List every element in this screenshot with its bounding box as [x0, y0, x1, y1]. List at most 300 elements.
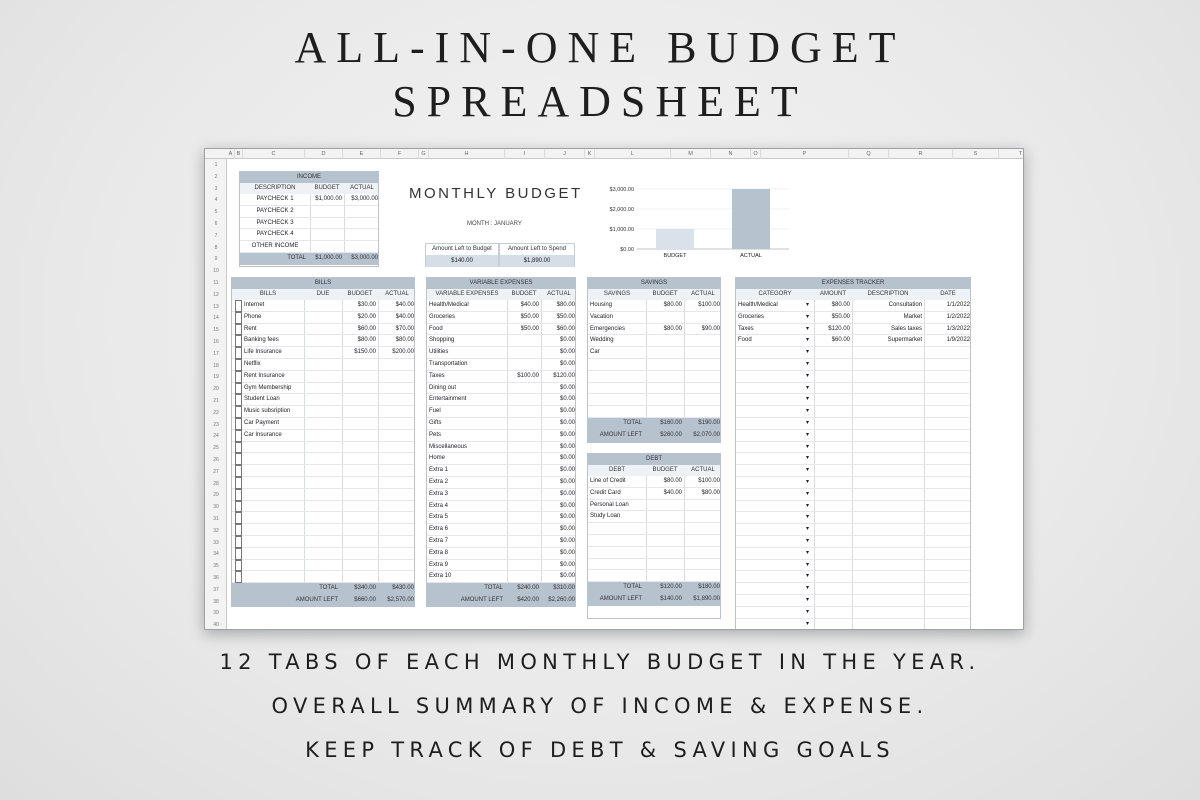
tracker-cell-category[interactable]	[738, 359, 812, 371]
debt-row[interactable]	[588, 488, 720, 500]
variable-cell-variable-expenses[interactable]: Home	[429, 455, 446, 462]
income-cell-actual[interactable]	[346, 241, 378, 253]
bills-cell-due[interactable]	[306, 406, 340, 418]
bills-cell-budget[interactable]: $30.00	[357, 302, 376, 308]
row-header-7[interactable]: 7	[214, 232, 218, 239]
tracker-cell-category[interactable]	[738, 418, 812, 430]
bills-cell-budget[interactable]	[344, 442, 376, 454]
category-dropdown-icon[interactable]: ▾	[806, 325, 810, 332]
tracker-cell-date[interactable]	[926, 418, 970, 430]
bills-cell-due[interactable]	[306, 524, 340, 536]
tracker-cell-amount[interactable]	[816, 571, 850, 583]
bills-row[interactable]	[232, 442, 414, 454]
row-header-22[interactable]: 22	[213, 409, 219, 416]
category-dropdown-icon[interactable]: ▾	[806, 337, 810, 344]
debt-cell-budget[interactable]	[648, 547, 682, 559]
savings-cell-savings[interactable]	[590, 383, 644, 395]
bills-cell-actual[interactable]	[380, 371, 414, 383]
savings-cell-actual[interactable]	[686, 359, 720, 371]
variable-cell-budget[interactable]	[509, 406, 539, 418]
tracker-cell-description[interactable]	[854, 489, 922, 501]
bills-cell-actual[interactable]	[380, 453, 414, 465]
bills-cell-budget[interactable]	[344, 571, 376, 583]
tracker-cell-description[interactable]: Sales taxes	[890, 325, 922, 332]
variable-cell-budget[interactable]: $40.00	[520, 302, 539, 308]
variable-cell-actual[interactable]: $0.00	[559, 538, 575, 544]
variable-cell-variable-expenses[interactable]: Pets	[429, 431, 442, 438]
savings-cell-actual[interactable]	[686, 371, 720, 383]
variable-row[interactable]	[427, 536, 575, 548]
savings-cell-actual[interactable]: $100.00	[698, 302, 720, 308]
variable-cell-budget[interactable]	[509, 418, 539, 430]
tracker-cell-description[interactable]	[854, 501, 922, 513]
bills-row[interactable]	[232, 489, 414, 501]
savings-row[interactable]	[588, 324, 720, 336]
bills-cell-actual[interactable]	[380, 394, 414, 406]
month-value[interactable]: JANUARY	[494, 221, 522, 227]
bills-cell-due[interactable]	[306, 335, 340, 347]
savings-row[interactable]	[588, 359, 720, 371]
bills-cell-budget[interactable]	[344, 465, 376, 477]
row-header-29[interactable]: 29	[213, 492, 219, 499]
debt-row[interactable]	[588, 570, 720, 582]
variable-cell-actual[interactable]: $0.00	[559, 526, 575, 533]
tracker-cell-amount[interactable]	[816, 489, 850, 501]
variable-cell-budget[interactable]	[509, 383, 539, 395]
tracker-cell-description[interactable]	[854, 536, 922, 548]
bills-row[interactable]	[232, 324, 414, 336]
income-cell-description[interactable]: PAYCHECK 3	[256, 219, 294, 226]
bill-paid-checkbox[interactable]	[235, 536, 242, 548]
variable-row[interactable]	[427, 300, 575, 312]
bills-cell-due[interactable]	[306, 548, 340, 560]
savings-cell-budget[interactable]	[648, 371, 682, 383]
income-cell-budget[interactable]	[312, 218, 342, 230]
column-header-t[interactable]: T	[999, 149, 1024, 159]
debt-cell-debt[interactable]	[590, 559, 644, 571]
bills-cell-due[interactable]	[306, 312, 340, 324]
bills-row[interactable]	[232, 548, 414, 560]
column-header-g[interactable]: G	[419, 149, 429, 159]
income-cell-actual[interactable]	[346, 218, 378, 230]
column-header-a[interactable]: A	[227, 149, 235, 159]
tracker-cell-description[interactable]	[854, 430, 922, 442]
variable-cell-budget[interactable]	[509, 442, 539, 454]
bills-cell-budget[interactable]	[344, 560, 376, 572]
debt-cell-budget[interactable]	[648, 500, 682, 512]
variable-cell-budget[interactable]	[509, 453, 539, 465]
tracker-cell-category[interactable]	[738, 347, 812, 359]
bills-cell-bills[interactable]: Rent Insurance	[244, 372, 285, 379]
bills-cell-due[interactable]	[306, 465, 340, 477]
bills-cell-bills[interactable]: Banking fees	[244, 337, 279, 344]
bills-cell-budget[interactable]	[344, 548, 376, 560]
bills-cell-actual[interactable]: $40.00	[395, 313, 414, 320]
debt-row[interactable]	[588, 476, 720, 488]
variable-cell-budget[interactable]	[509, 394, 539, 406]
variable-cell-actual[interactable]: $0.00	[559, 490, 575, 497]
variable-cell-actual[interactable]: $0.00	[559, 349, 575, 356]
row-header-40[interactable]: 40	[213, 622, 219, 629]
income-cell-actual[interactable]: $3,000.00	[351, 196, 378, 202]
bill-paid-checkbox[interactable]	[235, 512, 242, 524]
tracker-row[interactable]	[736, 430, 970, 442]
row-header-19[interactable]: 19	[213, 374, 219, 381]
debt-row[interactable]	[588, 500, 720, 512]
debt-cell-actual[interactable]	[686, 511, 720, 523]
tracker-row[interactable]	[736, 595, 970, 607]
bills-cell-actual[interactable]	[380, 536, 414, 548]
bills-cell-actual[interactable]	[380, 406, 414, 418]
bills-cell-due[interactable]	[306, 394, 340, 406]
bills-cell-budget[interactable]	[344, 394, 376, 406]
variable-cell-budget[interactable]	[509, 430, 539, 442]
category-dropdown-icon[interactable]: ▾	[806, 431, 810, 438]
row-headers[interactable]	[205, 159, 227, 630]
variable-row[interactable]	[427, 560, 575, 572]
variable-cell-actual[interactable]: $50.00	[556, 313, 575, 320]
variable-cell-actual[interactable]: $0.00	[559, 443, 575, 450]
category-dropdown-icon[interactable]: ▾	[806, 302, 810, 308]
row-header-32[interactable]: 32	[213, 527, 219, 534]
savings-cell-actual[interactable]: $90.00	[701, 325, 720, 332]
bills-cell-bills[interactable]	[244, 524, 312, 536]
variable-cell-variable-expenses[interactable]: Taxes	[429, 372, 445, 379]
bills-row[interactable]	[232, 536, 414, 548]
tracker-cell-date[interactable]	[926, 465, 970, 477]
variable-cell-variable-expenses[interactable]: Extra 10	[429, 573, 452, 580]
bills-cell-due[interactable]	[306, 571, 340, 583]
variable-cell-variable-expenses[interactable]: Extra 7	[429, 538, 449, 544]
variable-cell-actual[interactable]: $0.00	[559, 431, 575, 438]
variable-row[interactable]	[427, 442, 575, 454]
bills-cell-budget[interactable]: $20.00	[357, 313, 376, 320]
variable-cell-actual[interactable]: $0.00	[559, 337, 575, 344]
savings-cell-actual[interactable]	[686, 394, 720, 406]
bills-cell-due[interactable]	[306, 359, 340, 371]
variable-row[interactable]	[427, 335, 575, 347]
bills-cell-budget[interactable]: $60.00	[357, 325, 376, 332]
tracker-cell-category[interactable]	[738, 595, 812, 607]
tracker-cell-amount[interactable]	[816, 583, 850, 595]
debt-cell-debt[interactable]: Study Loan	[590, 513, 621, 520]
debt-cell-actual[interactable]	[686, 523, 720, 535]
variable-cell-variable-expenses[interactable]: Miscellaneous	[429, 443, 468, 450]
tracker-row[interactable]	[736, 477, 970, 489]
tracker-cell-amount[interactable]: $60.00	[831, 337, 850, 344]
variable-cell-budget[interactable]: $50.00	[520, 325, 539, 332]
variable-cell-variable-expenses[interactable]: Gifts	[429, 420, 442, 426]
tracker-cell-description[interactable]	[854, 347, 922, 359]
bills-cell-actual[interactable]	[380, 560, 414, 572]
variable-cell-budget[interactable]	[509, 489, 539, 501]
income-cell-budget[interactable]: $1,000.00	[315, 196, 342, 202]
column-header-e[interactable]: E	[343, 149, 381, 159]
column-header-m[interactable]: M	[671, 149, 711, 159]
tracker-cell-category[interactable]	[738, 453, 812, 465]
tracker-cell-date[interactable]	[926, 406, 970, 418]
bills-cell-bills[interactable]	[244, 560, 312, 572]
bills-cell-actual[interactable]	[380, 477, 414, 489]
tracker-cell-description[interactable]	[854, 418, 922, 430]
savings-cell-actual[interactable]	[686, 312, 720, 324]
bill-paid-checkbox[interactable]	[235, 406, 242, 418]
bills-cell-bills[interactable]: Gym Membership	[244, 384, 292, 391]
bills-cell-actual[interactable]	[380, 442, 414, 454]
bills-cell-budget[interactable]: $80.00	[357, 337, 376, 344]
category-dropdown-icon[interactable]: ▾	[806, 490, 810, 497]
bill-paid-checkbox[interactable]	[235, 312, 242, 324]
tracker-cell-category[interactable]	[738, 571, 812, 583]
tracker-cell-description[interactable]	[854, 607, 922, 619]
tracker-cell-category[interactable]	[738, 477, 812, 489]
tracker-cell-description[interactable]: Consultation	[888, 302, 922, 308]
bill-paid-checkbox[interactable]	[235, 453, 242, 465]
bills-cell-actual[interactable]	[380, 501, 414, 513]
income-cell-budget[interactable]	[312, 229, 342, 241]
tracker-cell-description[interactable]	[854, 371, 922, 383]
bills-cell-actual[interactable]: $80.00	[395, 337, 414, 344]
savings-cell-savings[interactable]	[590, 359, 644, 371]
tracker-cell-amount[interactable]	[816, 359, 850, 371]
debt-row[interactable]	[588, 511, 720, 523]
savings-cell-budget[interactable]	[648, 335, 682, 347]
tracker-cell-amount[interactable]	[816, 394, 850, 406]
category-dropdown-icon[interactable]: ▾	[806, 455, 810, 462]
tracker-cell-date[interactable]	[926, 571, 970, 583]
variable-cell-actual[interactable]: $0.00	[559, 361, 575, 367]
bills-cell-actual[interactable]	[380, 489, 414, 501]
tracker-cell-category[interactable]: Groceries	[738, 313, 765, 320]
column-header-s[interactable]: S	[953, 149, 999, 159]
bill-paid-checkbox[interactable]	[235, 465, 242, 477]
savings-cell-savings[interactable]: Housing	[590, 302, 613, 308]
variable-row[interactable]	[427, 406, 575, 418]
variable-cell-budget[interactable]	[509, 477, 539, 489]
tracker-cell-category[interactable]	[738, 512, 812, 524]
savings-row[interactable]	[588, 347, 720, 359]
income-cell-budget[interactable]	[312, 241, 342, 253]
debt-cell-actual[interactable]	[686, 500, 720, 512]
bill-paid-checkbox[interactable]	[235, 560, 242, 572]
tracker-cell-amount[interactable]	[816, 595, 850, 607]
bills-cell-actual[interactable]: $40.00	[395, 302, 414, 308]
tracker-cell-amount[interactable]: $50.00	[831, 313, 850, 320]
bills-cell-due[interactable]	[306, 442, 340, 454]
variable-cell-variable-expenses[interactable]: Utilities	[429, 349, 449, 356]
row-header-26[interactable]: 26	[213, 457, 219, 463]
bills-cell-budget[interactable]	[344, 477, 376, 489]
category-dropdown-icon[interactable]: ▾	[806, 608, 810, 615]
debt-cell-budget[interactable]: $80.00	[663, 478, 682, 484]
category-dropdown-icon[interactable]: ▾	[806, 620, 810, 627]
debt-cell-actual[interactable]	[686, 559, 720, 571]
row-header-38[interactable]: 38	[213, 598, 219, 605]
tracker-row[interactable]	[736, 619, 970, 630]
tracker-cell-description[interactable]	[854, 571, 922, 583]
variable-cell-variable-expenses[interactable]: Extra 5	[429, 514, 449, 521]
row-header-11[interactable]: 11	[213, 280, 219, 286]
bills-cell-bills[interactable]	[244, 489, 312, 501]
bills-cell-budget[interactable]	[344, 383, 376, 395]
tracker-cell-date[interactable]: 1/3/2022	[946, 325, 970, 332]
row-header-15[interactable]: 15	[213, 327, 219, 334]
tracker-cell-category[interactable]	[738, 406, 812, 418]
bill-paid-checkbox[interactable]	[235, 442, 242, 454]
category-dropdown-icon[interactable]: ▾	[806, 420, 810, 426]
bills-cell-bills[interactable]	[244, 548, 312, 560]
category-dropdown-icon[interactable]: ▾	[806, 396, 810, 403]
bills-cell-actual[interactable]	[380, 359, 414, 371]
bill-paid-checkbox[interactable]	[235, 383, 242, 395]
tracker-cell-date[interactable]	[926, 619, 970, 630]
category-dropdown-icon[interactable]: ▾	[806, 514, 810, 521]
category-dropdown-icon[interactable]: ▾	[806, 408, 810, 415]
row-header-27[interactable]: 27	[213, 468, 219, 475]
bills-row[interactable]	[232, 560, 414, 572]
bills-row[interactable]	[232, 430, 414, 442]
tracker-row[interactable]	[736, 560, 970, 572]
column-headers[interactable]	[205, 149, 1024, 159]
bills-cell-bills[interactable]: Music subsription	[244, 408, 291, 415]
variable-cell-budget[interactable]	[509, 512, 539, 524]
variable-cell-actual[interactable]: $0.00	[559, 561, 575, 568]
bills-cell-actual[interactable]	[380, 418, 414, 430]
debt-row[interactable]	[588, 559, 720, 571]
debt-cell-actual[interactable]	[686, 535, 720, 547]
variable-cell-budget[interactable]	[509, 524, 539, 536]
variable-cell-variable-expenses[interactable]: Extra 8	[429, 549, 449, 556]
savings-row[interactable]	[588, 312, 720, 324]
category-dropdown-icon[interactable]: ▾	[806, 443, 810, 450]
row-header-12[interactable]: 12	[213, 291, 219, 298]
bills-cell-bills[interactable]: Netflix	[244, 361, 261, 367]
bills-cell-due[interactable]	[306, 560, 340, 572]
tracker-cell-description[interactable]	[854, 394, 922, 406]
tracker-cell-date[interactable]	[926, 607, 970, 619]
category-dropdown-icon[interactable]: ▾	[806, 538, 810, 544]
variable-cell-budget[interactable]	[509, 560, 539, 572]
income-row[interactable]	[240, 241, 378, 253]
bills-cell-due[interactable]	[306, 536, 340, 548]
bills-cell-due[interactable]	[306, 512, 340, 524]
tracker-row[interactable]	[736, 524, 970, 536]
debt-row[interactable]	[588, 523, 720, 535]
row-header-2[interactable]: 2	[214, 173, 218, 180]
bills-cell-budget[interactable]	[344, 512, 376, 524]
variable-cell-budget[interactable]	[509, 347, 539, 359]
column-header-b[interactable]: B	[235, 149, 243, 159]
tracker-cell-category[interactable]	[738, 619, 812, 630]
tracker-cell-description[interactable]	[854, 512, 922, 524]
bills-cell-budget[interactable]: $150.00	[354, 349, 376, 356]
debt-cell-budget[interactable]	[648, 511, 682, 523]
tracker-row[interactable]	[736, 442, 970, 454]
bill-paid-checkbox[interactable]	[235, 394, 242, 406]
variable-cell-variable-expenses[interactable]: Extra 3	[429, 490, 449, 497]
savings-cell-budget[interactable]	[648, 359, 682, 371]
bills-cell-actual[interactable]	[380, 512, 414, 524]
income-cell-actual[interactable]	[346, 206, 378, 218]
variable-row[interactable]	[427, 347, 575, 359]
tracker-cell-amount[interactable]	[816, 383, 850, 395]
variable-row[interactable]	[427, 371, 575, 383]
bills-cell-bills[interactable]: Rent	[244, 325, 257, 332]
row-header-28[interactable]: 28	[213, 480, 219, 487]
income-row[interactable]	[240, 218, 378, 230]
variable-cell-variable-expenses[interactable]: Groceries	[429, 313, 456, 320]
debt-cell-actual[interactable]: $80.00	[701, 489, 720, 496]
bills-cell-budget[interactable]	[344, 430, 376, 442]
column-header-c[interactable]: C	[243, 149, 305, 159]
tracker-cell-amount[interactable]	[816, 442, 850, 454]
income-cell-description[interactable]: PAYCHECK 4	[256, 231, 294, 238]
tracker-cell-category[interactable]	[738, 394, 812, 406]
tracker-cell-amount[interactable]	[816, 607, 850, 619]
variable-cell-variable-expenses[interactable]: Extra 9	[429, 561, 449, 568]
bills-cell-due[interactable]	[306, 371, 340, 383]
tracker-cell-date[interactable]	[926, 430, 970, 442]
bills-cell-due[interactable]	[306, 300, 340, 312]
income-row[interactable]	[240, 206, 378, 218]
variable-row[interactable]	[427, 548, 575, 560]
savings-row[interactable]	[588, 394, 720, 406]
tracker-cell-amount[interactable]	[816, 430, 850, 442]
row-header-36[interactable]: 36	[213, 575, 219, 581]
bills-row[interactable]	[232, 312, 414, 324]
bills-cell-actual[interactable]	[380, 548, 414, 560]
debt-cell-debt[interactable]: Credit Card	[590, 489, 621, 496]
income-cell-description[interactable]: PAYCHECK 1	[256, 196, 294, 202]
row-header-20[interactable]: 20	[213, 386, 219, 393]
bills-row[interactable]	[232, 501, 414, 513]
tracker-cell-category[interactable]	[738, 489, 812, 501]
variable-cell-actual[interactable]: $80.00	[556, 302, 575, 308]
column-header-h[interactable]: H	[429, 149, 505, 159]
tracker-cell-category[interactable]	[738, 371, 812, 383]
tracker-cell-amount[interactable]	[816, 501, 850, 513]
tracker-cell-amount[interactable]: $80.00	[831, 302, 850, 308]
bills-cell-due[interactable]	[306, 324, 340, 336]
column-header-i[interactable]: I	[505, 149, 545, 159]
row-header-33[interactable]: 33	[213, 539, 219, 546]
savings-cell-savings[interactable]: Vacation	[590, 313, 613, 320]
bills-cell-bills[interactable]: Car Payment	[244, 420, 280, 426]
bills-cell-actual[interactable]: $200.00	[392, 349, 414, 356]
tracker-row[interactable]	[736, 300, 970, 312]
bills-row[interactable]	[232, 465, 414, 477]
bills-cell-budget[interactable]	[344, 406, 376, 418]
category-dropdown-icon[interactable]: ▾	[806, 585, 810, 592]
savings-row[interactable]	[588, 300, 720, 312]
tracker-cell-category[interactable]	[738, 442, 812, 454]
tracker-cell-description[interactable]: Market	[903, 313, 922, 320]
savings-row[interactable]	[588, 335, 720, 347]
bill-paid-checkbox[interactable]	[235, 477, 242, 489]
tracker-cell-amount[interactable]	[816, 371, 850, 383]
tracker-cell-amount[interactable]	[816, 524, 850, 536]
savings-cell-savings[interactable]: Emergencies	[590, 325, 626, 332]
bills-row[interactable]	[232, 418, 414, 430]
tracker-cell-date[interactable]	[926, 453, 970, 465]
variable-cell-budget[interactable]: $50.00	[520, 313, 539, 320]
row-header-14[interactable]: 14	[213, 315, 219, 322]
tracker-cell-date[interactable]	[926, 442, 970, 454]
row-header-39[interactable]: 39	[213, 610, 219, 617]
tracker-row[interactable]	[736, 583, 970, 595]
row-header-34[interactable]: 34	[213, 551, 219, 558]
tracker-cell-amount[interactable]: $120.00	[828, 325, 850, 332]
